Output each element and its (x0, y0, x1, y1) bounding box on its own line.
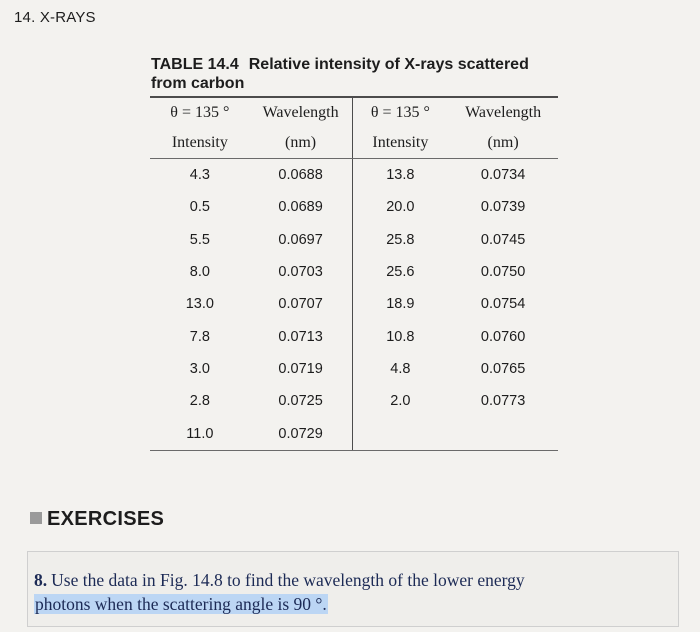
header-wavelength-right: Wavelength (448, 97, 558, 128)
table-cell: 10.8 (386, 328, 415, 345)
table-cell: 0.0734 (480, 167, 526, 184)
table-cell: 0.0729 (250, 417, 352, 450)
table-cell: 0.0739 (480, 199, 526, 216)
square-bullet-icon (30, 512, 42, 524)
table-cell: 0.0703 (250, 256, 352, 288)
table-label: TABLE 14.4 (151, 56, 239, 73)
table-row (150, 288, 558, 320)
table-cell: 3.0 (189, 360, 210, 377)
table-cell: 18.9 (386, 296, 415, 313)
table-cell: 13.8 (386, 167, 415, 184)
table-cell: 13.0 (185, 296, 214, 313)
table-cell (448, 417, 558, 450)
table-cell: 11.0 (150, 417, 250, 450)
table-cell: 0.0754 (480, 296, 526, 313)
table-caption (151, 55, 581, 93)
table-cell: 2.0 (390, 393, 411, 410)
table-cell: 0.0719 (250, 353, 352, 385)
table-cell: 4.8 (390, 360, 411, 377)
table-cell (352, 417, 448, 450)
table-cell: 0.0707 (250, 288, 352, 320)
chapter-heading: 14. X-RAYS (14, 9, 96, 26)
exercise-line2-highlighted[interactable]: photons when the scattering angle is 90 °. (35, 594, 327, 614)
table-row (150, 385, 558, 417)
table-cell: 0.0765 (480, 360, 526, 377)
header-wavelength-left: Wavelength (250, 97, 352, 128)
table-header-row (150, 97, 558, 128)
table-cell: 25.6 (386, 264, 415, 281)
table-cell: 25.8 (386, 231, 415, 248)
table-cell: 0.5 (189, 199, 210, 216)
header-intensity-left: Intensity (150, 128, 250, 159)
table-row (150, 224, 558, 256)
table-title-line1: Relative intensity of X-rays scattered (248, 56, 529, 73)
table-cell: 0.0725 (250, 385, 352, 417)
table-cell: 7.8 (189, 328, 210, 345)
table-cell: 0.0750 (480, 264, 526, 281)
table-row (150, 191, 558, 223)
table-cell: 0.0688 (250, 159, 352, 192)
table-row (150, 353, 558, 385)
header-intensity-right: Intensity (352, 128, 448, 159)
table-cell: 20.0 (386, 199, 415, 216)
header-unit-left: (nm) (250, 128, 352, 159)
exercises-heading-text: EXERCISES (47, 508, 165, 530)
table-cell: 0.0713 (250, 320, 352, 352)
table-row (150, 256, 558, 288)
header-angle-left: θ = 135 ° (150, 97, 250, 128)
table-title-line2: from carbon (151, 75, 245, 92)
table-cell: 8.0 (189, 264, 210, 281)
exercises-heading (30, 508, 164, 531)
header-angle-right: θ = 135 ° (352, 97, 448, 128)
table-cell: 5.5 (189, 231, 210, 248)
table-cell: 0.0697 (250, 224, 352, 256)
table-header-row (150, 128, 558, 159)
table-row (150, 320, 558, 352)
table-cell: 0.0773 (480, 393, 526, 410)
table-cell: 0.0760 (480, 328, 526, 345)
table-row (150, 159, 558, 192)
exercise-8 (34, 568, 674, 616)
exercise-number: 8. (34, 570, 48, 590)
exercise-line1: Use the data in Fig. 14.8 to find the wavelength of the lower energy (51, 570, 525, 590)
table-cell: 4.3 (189, 167, 210, 184)
table-cell: 2.8 (189, 393, 210, 410)
xray-intensity-table (150, 96, 558, 451)
table-cell: 0.0689 (250, 191, 352, 223)
table-row (150, 417, 558, 450)
header-unit-right: (nm) (448, 128, 558, 159)
table-cell: 0.0745 (480, 231, 526, 248)
